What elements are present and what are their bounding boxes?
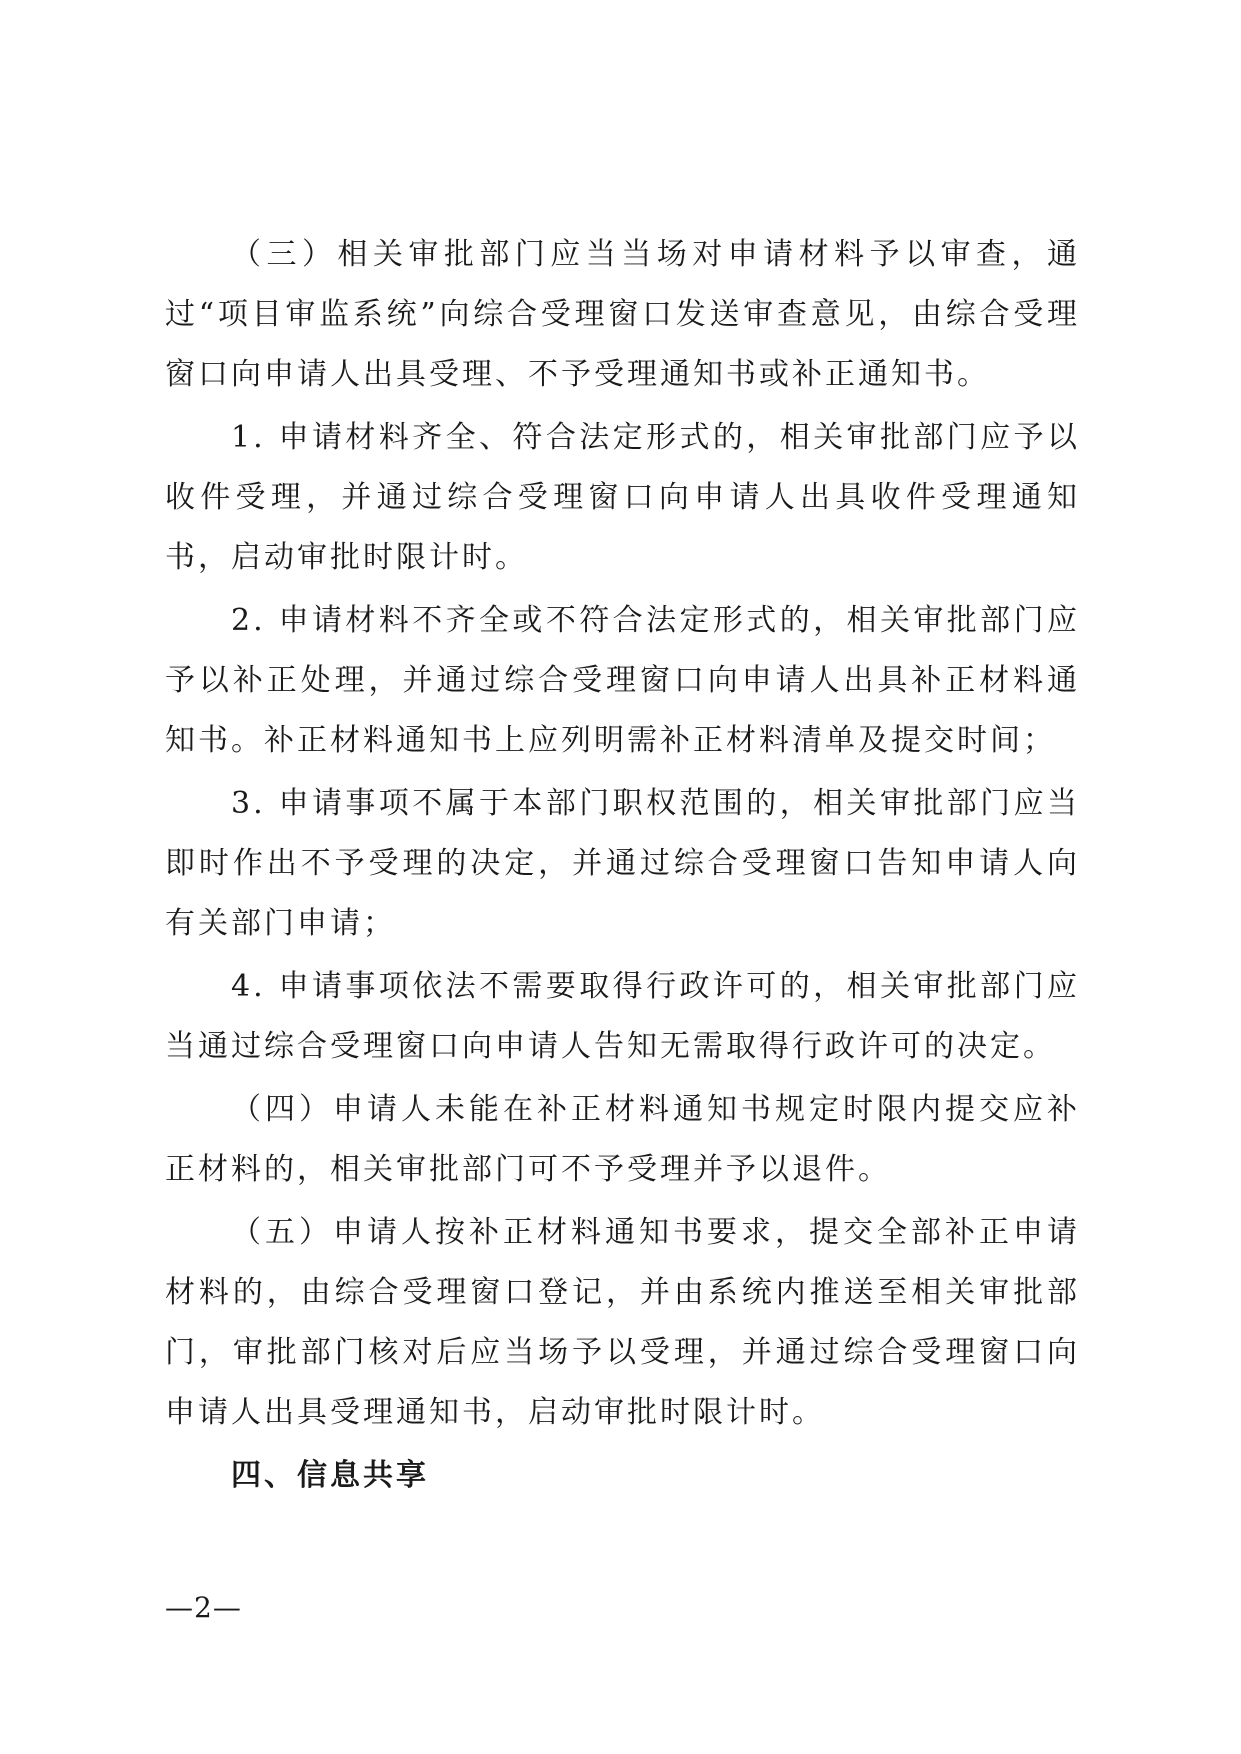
paragraph-item-3-out-of-scope: 3. 申请事项不属于本部门职权范围的，相关审批部门应当即时作出不予受理的决定，并通过综合受理窗口告知申请人向有关部门申请； (165, 786, 1080, 941)
paragraph-item-4-overdue: （四）申请人未能在补正材料通知书规定时限内提交应补正材料的，相关审批部门可不予受理并予以退件。 (165, 1092, 1080, 1187)
section-heading: 四、信息共享 (231, 1458, 429, 1493)
paragraph-item-4-no-permit-needed: 4. 申请事项依法不需要取得行政许可的，相关审批部门应当通过综合受理窗口向申请人告知无需取得行政许可的决定。 (165, 969, 1080, 1064)
page-number: —2— (165, 1591, 242, 1624)
paragraph-item-3-review: （三）相关审批部门应当当场对申请材料予以审查，通过“项目审监系统”向综合受理窗口发送审查意见，由综合受理窗口向申请人出具受理、不予受理通知书或补正通知书。 (165, 237, 1080, 392)
paragraph-item-2-incomplete-materials: 2. 申请材料不齐全或不符合法定形式的，相关审批部门应予以补正处理，并通过综合受理窗口向申请人出具补正材料通知书。补正材料通知书上应列明需补正材料清单及提交时间； (165, 603, 1080, 758)
document-body (165, 225, 1080, 1506)
paragraph-item-5-supplement-submitted: （五）申请人按补正材料通知书要求，提交全部补正申请材料的，由综合受理窗口登记，并由系统内推送至相关审批部门，审批部门核对后应当场予以受理，并通过综合受理窗口向申请人出具受理通知书，启动审批时限计时。 (165, 1215, 1080, 1430)
paragraph-item-1-complete-materials: 1. 申请材料齐全、符合法定形式的，相关审批部门应予以收件受理，并通过综合受理窗口向申请人出具收件受理通知书，启动审批时限计时。 (165, 420, 1080, 575)
